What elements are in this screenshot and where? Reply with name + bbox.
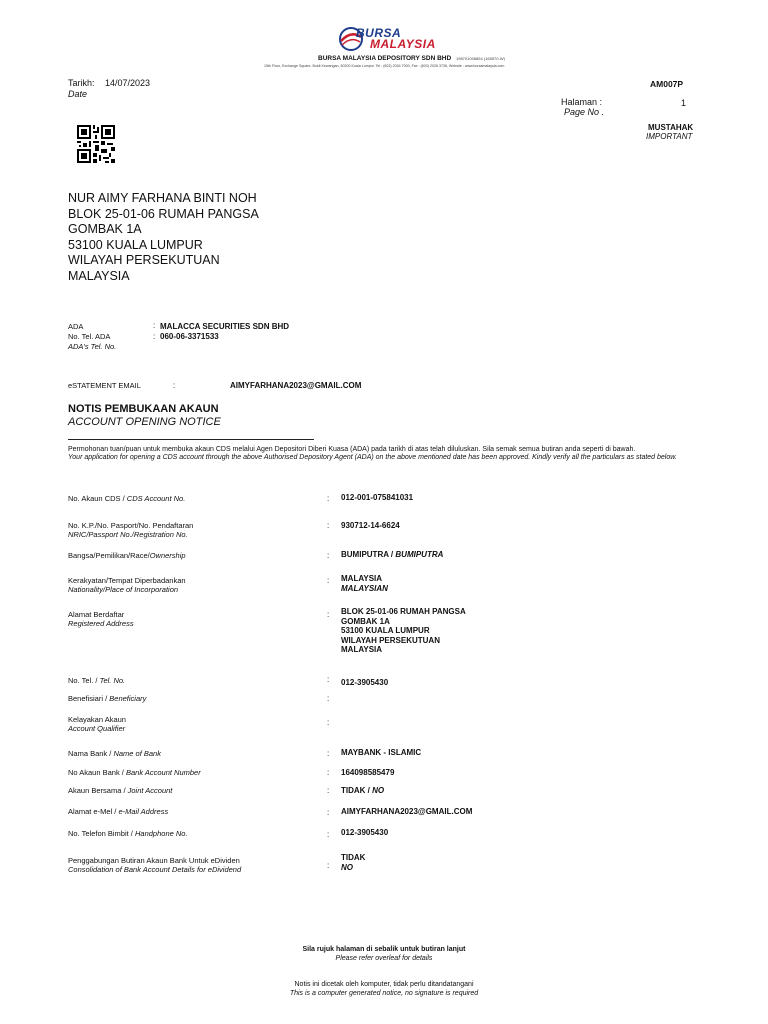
beneficiary-label-en: Beneficiary [109,694,147,703]
joint-account-value [341,786,384,796]
ada-tel-label: No. Tel. ADA [68,332,111,341]
tel-value: 012-3905430 [341,678,389,687]
bank-label [68,749,161,758]
nric-label-ms: No. K.P./No. Pasport/No. Pendaftaran [68,521,194,530]
notice-title-en: ACCOUNT OPENING NOTICE [68,416,221,428]
company-name: BURSA MALAYSIA DEPOSITORY SDN BHD [318,55,452,62]
computer-generated-note [0,981,768,998]
nationality-label [68,576,186,594]
nationality-label-ms: Kerakyatan/Tempat Diperbadankan [68,576,186,585]
ada-tel-label-en: ADA's Tel. No. [68,342,117,351]
estatement-colon: : [173,381,176,390]
tel-label [68,676,125,685]
logo-line-2: MALAYSIA [370,37,436,51]
recipient-line: WILAYAH PERSEKUTUAN [68,253,220,267]
date-value: 14/07/2023 [105,78,151,88]
bank-account-label [68,768,201,777]
nric-colon: : [327,521,330,530]
cds-label-en: CDS Account No. [126,494,186,503]
cds-account-label [68,494,185,503]
joint-label-ms: Akaun Bersama / [68,786,126,795]
email-label-ms: Alamat e-Mel / [68,807,117,816]
reg-address-label-en: Registered Address [68,619,134,628]
cds-label-ms: No. Akaun CDS / [68,494,125,503]
joint-account-label [68,786,172,795]
estatement-value: AIMYFARHANA2023@GMAIL.COM [230,381,362,390]
ada-value: MALACCA SECURITIES SDN BHD [160,322,290,331]
qualifier-colon: : [327,718,330,727]
bursa-logo-text [356,28,436,50]
tel-colon: : [327,675,330,684]
nationality-label-en: Nationality/Place of Incorporation [68,585,179,594]
computer-note-en: This is a computer generated notice, no signature is required [289,989,479,997]
title-divider [68,439,314,440]
bank-acc-label-ms: No Akaun Bank / [68,768,124,777]
edividend-value [341,853,365,872]
page-label: Halaman : [561,97,603,107]
ada-tel-value: 060-06-3371533 [160,332,219,341]
reg-address-label-ms: Alamat Berdaftar [68,610,125,619]
recipient-address [68,191,259,284]
notice-desc-ms: Permohonan tuan/puan untuk membuka akaun CDS melalui Agen Depositori Diberi Kuasa (ADA) pada tarikh di atas telah diluluskan. Sila semak semua butiran anda seperti di bawah. [68,446,636,453]
edividend-label [68,856,241,874]
bank-acc-label-en: Bank Account Number [125,768,201,777]
notice-description [68,446,704,462]
recipient-line: GOMBAK 1A [68,222,142,236]
race-value [341,550,443,560]
registered-address-label [68,610,134,628]
email-colon: : [327,808,330,817]
important-label-en: IMPORTANT [646,132,693,141]
race-label-ms: Bangsa/Pemilikan/Race/ [68,551,150,560]
date-label: Tarikh: [68,78,95,88]
qualifier-label-en: Account Qualifier [68,724,126,733]
edividend-label-ms: Penggabungan Butiran Akaun Bank Untuk eDividen [68,856,240,865]
edividend-value-ms: TIDAK [341,853,366,862]
date-label-en: Date [68,89,88,99]
registered-address-value [341,607,466,655]
joint-colon: : [327,786,330,795]
nric-label [68,521,193,539]
ada-colon: : [153,321,156,330]
nationality-value-ms: MALAYSIA [341,574,383,583]
nationality-colon: : [327,576,330,585]
address-colon: : [327,610,330,619]
bank-value: MAYBANK - ISLAMIC [341,748,422,757]
bank-acc-colon: : [327,768,330,777]
mobile-label [68,829,188,838]
address-line: MALAYSIA [341,645,383,654]
race-colon: : [327,551,330,560]
email-label [68,807,168,816]
nationality-value [341,574,388,593]
mobile-label-ms: No. Telefon Bimbit / [68,829,133,838]
form-code: AM007P [650,79,684,89]
notice-desc-en: Your application for opening a CDS account through the above Authorised Depository Agent (ADA) on the above mentioned date has been approved. Kindly verify all the particulars as stated below. [68,454,677,461]
nationality-value-en: MALAYSIAN [341,583,388,593]
nric-value: 930712-14-6624 [341,521,400,530]
recipient-line: NUR AIMY FARHANA BINTI NOH [68,191,257,205]
ada-tel-colon: : [153,332,156,341]
recipient-line: BLOK 25-01-06 RUMAH PANGSA [68,206,259,221]
tel-label-ms: No. Tel. / [68,676,98,685]
refer-overleaf-note [0,946,768,963]
address-line: 53100 KUALA LUMPUR [341,626,430,635]
company-address: 15th Floor, Exchange Square, Bukit Kewangan, 50200 Kuala Lumpur. Tel : (603) 2034 7000, Fax : (603) 2026 3736, Website : www.bursamalaysia.com [264,64,505,68]
race-value-en: BUMIPUTRA [395,550,444,559]
beneficiary-colon: : [327,694,330,703]
refer-note-en: Please refer overleaf for details [335,954,433,962]
edividend-colon: : [327,861,330,870]
cds-account-value: 012-001-075841031 [341,493,414,502]
bank-label-en: Name of Bank [113,749,161,758]
joint-value-ms: TIDAK / [341,786,370,795]
ada-label: ADA [68,322,84,331]
mobile-label-en: Handphone No. [135,829,188,838]
cds-colon: : [327,494,330,503]
edividend-value-en: NO [341,862,353,872]
qualifier-label [68,715,126,733]
refer-note-ms: Sila rujuk halaman di sebalik untuk butiran lanjut [302,946,466,953]
notice-title: NOTIS PEMBUKAAN AKAUN [68,403,219,415]
logo-line-1: BURSA [356,26,402,40]
bank-colon: : [327,749,330,758]
recipient-line: 53100 KUALA LUMPUR [68,237,203,252]
address-line: BLOK 25-01-06 RUMAH PANGSA [341,607,466,616]
address-line: WILAYAH PERSEKUTUAN [341,635,440,645]
computer-note-ms: Notis ini dicetak oleh komputer, tidak perlu ditandatangani [294,981,474,988]
email-label-en: e-Mail Address [118,807,169,816]
beneficiary-label-ms: Benefisiari / [68,694,108,703]
race-label [68,551,186,560]
mobile-value: 012-3905430 [341,828,389,837]
joint-label-en: Joint Account [127,786,173,795]
page-value: 1 [681,98,687,108]
estatement-label: eSTATEMENT EMAIL [68,381,141,390]
important-label: MUSTAHAK [648,123,694,132]
company-reg-no: 198701006854 (165570-W) [456,56,505,61]
qualifier-label-ms: Kelayakan Akaun [68,715,126,724]
address-line: GOMBAK 1A [341,616,390,626]
bank-account-value: 164098585479 [341,768,395,777]
email-value: AIMYFARHANA2023@GMAIL.COM [341,807,473,816]
bank-label-ms: Nama Bank / [68,749,112,758]
page-label-en: Page No . [564,107,605,117]
mobile-colon: : [327,830,330,839]
recipient-line: MALAYSIA [68,268,130,283]
qr-code [77,125,115,168]
tel-label-en: Tel. No. [99,676,126,685]
joint-value-en: NO [372,786,385,795]
edividend-label-en: Consolidation of Bank Account Details for eDividend [68,865,242,874]
nric-label-en: NRIC/Passport No./Registration No. [68,530,188,539]
race-value-ms: BUMIPUTRA / [341,550,394,559]
beneficiary-label [68,694,146,703]
race-label-en: Ownership [149,551,186,560]
